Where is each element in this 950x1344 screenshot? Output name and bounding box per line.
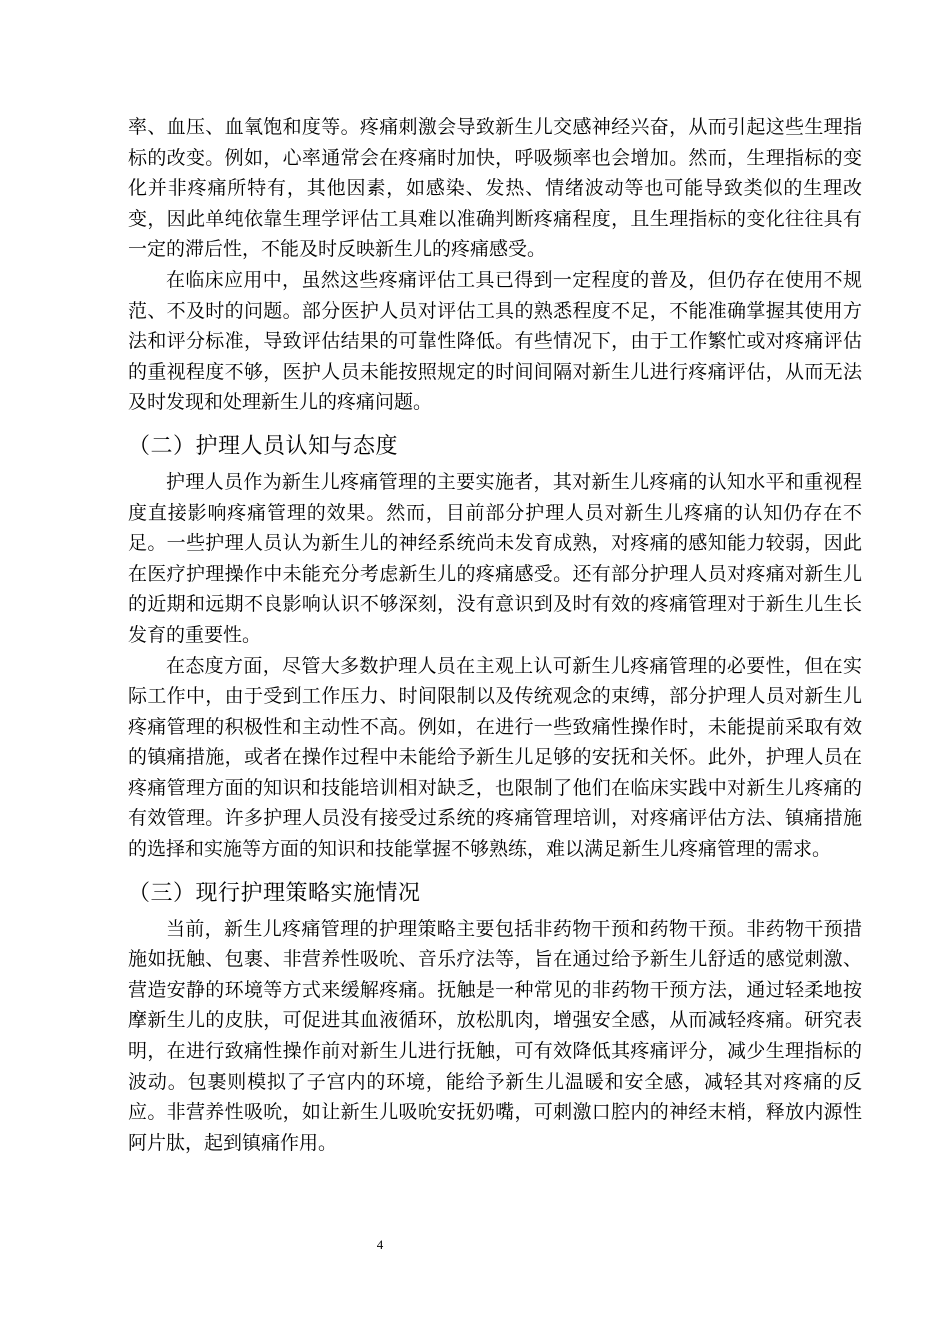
body-paragraph: 率、血压、血氧饱和度等。疼痛刺激会导致新生儿交感神经兴奋，从而引起这些生理指标的改变。例如，心率通常会在疼痛时加快，呼吸频率也会增加。然而，生理指标的变化并非疼痛所特有，其他因素，如感染、发热、情绪波动等也可能导致类似的生理改变，因此单纯依靠生理学评估工具难以准确判断疼痛程度，且生理指标的变化往往具有一定的滞后性，不能及时反映新生儿的疼痛感受。 bbox=[128, 116, 862, 261]
body-paragraph: 当前，新生儿疼痛管理的护理策略主要包括非药物干预和药物干预。非药物干预措施如抚触、包裹、非营养性吸吮、音乐疗法等，旨在通过给予新生儿舒适的感觉刺激、营造安静的环境等方式来缓解疼痛。抚触是一种常见的非药物干预方法，通过轻柔地按摩新生儿的皮肤，可促进其血液循环，放松肌肉，增强安全感，从而减轻疼痛。研究表明，在进行致痛性操作前对新生儿进行抚触，可有效降低其疼痛评分，减少生理指标的波动。包裹则模拟了子宫内的环境，能给予新生儿温暖和安全感，减轻其对疼痛的反应。非营养性吸吮，如让新生儿吸吮安抚奶嘴，可刺激口腔内的神经末梢，释放内源性阿片肽，起到镇痛作用。 bbox=[128, 917, 862, 1154]
section-heading: （二）护理人员认知与态度 bbox=[128, 433, 399, 459]
body-paragraph: 在态度方面，尽管大多数护理人员在主观上认可新生儿疼痛管理的必要性，但在实际工作中，由于受到工作压力、时间限制以及传统观念的束缚，部分护理人员对新生儿疼痛管理的积极性和主动性不高。例如，在进行一些致痛性操作时，未能提前采取有效的镇痛措施，或者在操作过程中未能给予新生儿足够的安抚和关怀。此外，护理人员在疼痛管理方面的知识和技能培训相对缺乏，也限制了他们在临床实践中对新生儿疼痛的有效管理。许多护理人员没有接受过系统的疼痛管理培训，对疼痛评估方法、镇痛措施的选择和实施等方面的知识和技能掌握不够熟练，难以满足新生儿疼痛管理的需求。 bbox=[128, 654, 862, 861]
body-paragraph: 护理人员作为新生儿疼痛管理的主要实施者，其对新生儿疼痛的认知水平和重视程度直接影响疼痛管理的效果。然而，目前部分护理人员对新生儿疼痛的认知仍存在不足。一些护理人员认为新生儿的神经系统尚未发育成熟，对疼痛的感知能力较弱，因此在医疗护理操作中未能充分考虑新生儿的疼痛感受。还有部分护理人员对疼痛对新生儿的近期和远期不良影响认识不够深刻，没有意识到及时有效的疼痛管理对于新生儿生长发育的重要性。 bbox=[128, 470, 862, 646]
page-number: 4 bbox=[376, 1237, 384, 1252]
body-paragraph: 在临床应用中，虽然这些疼痛评估工具已得到一定程度的普及，但仍存在使用不规范、不及时的问题。部分医护人员对评估工具的熟悉程度不足，不能准确掌握其使用方法和评分标准，导致评估结果的可靠性降低。有些情况下，由于工作繁忙或对疼痛评估的重视程度不够，医护人员未能按照规定的时间间隔对新生儿进行疼痛评估，从而无法及时发现和处理新生儿的疼痛问题。 bbox=[128, 268, 862, 414]
section-heading: （三）现行护理策略实施情况 bbox=[128, 880, 421, 906]
document-page bbox=[128, 112, 862, 1158]
